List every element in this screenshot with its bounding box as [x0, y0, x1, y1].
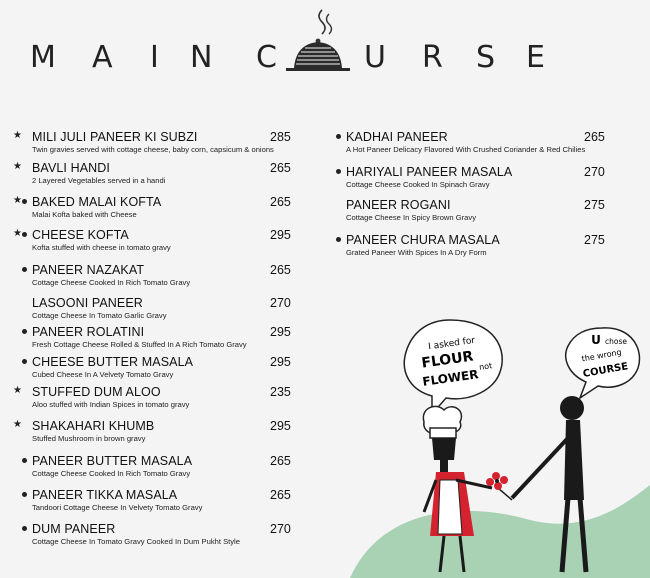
bubble-text: COURSE: [582, 361, 630, 380]
speech-bubble-right: [566, 328, 640, 398]
item-name: CHEESE BUTTER MASALA: [32, 355, 194, 369]
item-price: 265: [270, 195, 291, 209]
item-desc: Kofta stuffed with cheese in tomato gravy: [32, 243, 171, 252]
item-price: 265: [270, 454, 291, 468]
menu-item: [13, 195, 291, 220]
menu-item: [346, 233, 605, 258]
item-desc: Malai Kofta baked with Cheese: [32, 210, 137, 219]
title-letter: A: [92, 40, 113, 75]
bullet-icon: [336, 134, 341, 139]
item-name: CHEESE KOFTA: [32, 228, 129, 242]
menu-item: [32, 263, 291, 288]
item-name: PANEER BUTTER MASALA: [32, 454, 193, 468]
menu-item: [13, 228, 291, 253]
item-name: PANEER CHURA MASALA: [346, 233, 500, 247]
item-price: 270: [270, 522, 291, 536]
bubble-text: not: [478, 361, 493, 372]
item-price: 270: [584, 165, 605, 179]
bullet-icon: [22, 458, 27, 463]
item-desc: Cottage Cheese In Spicy Brown Gravy: [346, 213, 476, 222]
bullet-icon: [336, 237, 341, 242]
bullet-icon: [22, 199, 27, 204]
bubble-text: FLOWER: [421, 367, 480, 389]
menu-item: [13, 130, 291, 155]
star-icon: ★: [13, 228, 22, 239]
item-name: HARIYALI PANEER MASALA: [346, 165, 513, 179]
menu-item: [13, 419, 291, 444]
bubble-text: chose: [605, 337, 627, 346]
menu-item: [13, 385, 291, 410]
bubble-text: I asked for: [427, 335, 476, 353]
title-letter: M: [30, 40, 56, 75]
item-name: MILI JULI PANEER KI SUBZI: [32, 130, 198, 144]
item-desc: Grated Paneer With Spices In A Dry Form: [346, 248, 487, 257]
title-letter: N: [190, 40, 213, 75]
item-desc: Cubed Cheese In A Velvety Tomato Gravy: [32, 370, 174, 379]
item-name: PANEER ROGANI: [346, 198, 451, 212]
item-desc: Cottage Cheese Cooked In Rich Tomato Gravy: [32, 469, 191, 478]
bullet-icon: [336, 169, 341, 174]
menu-item: [32, 296, 291, 321]
item-desc: Cottage Cheese Cooked In Rich Tomato Gravy: [32, 278, 191, 287]
item-name: BAVLI HANDI: [32, 161, 110, 175]
bullet-icon: [22, 526, 27, 531]
item-price: 265: [270, 161, 291, 175]
menu-item: [32, 355, 291, 380]
couple-illustration: [340, 310, 650, 578]
menu-item: [13, 161, 291, 186]
item-name: LASOONI PANEER: [32, 296, 143, 310]
star-icon: ★: [13, 195, 22, 206]
item-price: 235: [270, 385, 291, 399]
item-name: PANEER NAZAKAT: [32, 263, 145, 277]
item-name: PANEER ROLATINI: [32, 325, 145, 339]
item-price: 270: [270, 296, 291, 310]
menu-item: [32, 488, 291, 513]
item-price: 295: [270, 355, 291, 369]
item-price: 265: [270, 263, 291, 277]
item-name: STUFFED DUM ALOO: [32, 385, 161, 399]
title-letter: S: [476, 40, 496, 75]
menu-item: [32, 522, 291, 547]
item-price: 265: [270, 488, 291, 502]
menu-item: [32, 454, 291, 479]
title-letter: E: [526, 40, 545, 75]
item-name: KADHAI PANEER: [346, 130, 448, 144]
item-desc: Twin gravies served with cottage cheese, baby corn, capsicum & onions: [32, 145, 274, 154]
item-desc: Tandoori Cottage Cheese In Velvety Tomato Gravy: [32, 503, 203, 512]
star-icon: ★: [13, 161, 22, 172]
item-price: 285: [270, 130, 291, 144]
item-desc: Cottage Cheese In Tomato Gravy Cooked In Dum Pukht Style: [32, 537, 240, 546]
item-name: PANEER TIKKA MASALA: [32, 488, 178, 502]
bullet-icon: [22, 267, 27, 272]
star-icon: ★: [13, 130, 22, 141]
item-desc: A Hot Paneer Delicacy Flavored With Crushed Coriander & Red Chilies: [346, 145, 586, 154]
title-letter: C: [256, 40, 277, 75]
item-price: 275: [584, 233, 605, 247]
cloche-icon: [282, 8, 354, 78]
item-desc: Aloo stuffed with Indian Spices in tomato gravy: [32, 400, 190, 409]
item-desc: Cottage Cheese Cooked In Spinach Gravy: [346, 180, 490, 189]
item-name: BAKED MALAI KOFTA: [32, 195, 162, 209]
menu-item: [346, 130, 605, 155]
bullet-icon: [22, 232, 27, 237]
item-name: SHAKAHARI KHUMB: [32, 419, 155, 433]
title-letter: U: [364, 40, 386, 75]
item-desc: Stuffed Mushroom in brown gravy: [32, 434, 146, 443]
ground-shape: [350, 485, 650, 578]
item-desc: 2 Layered Vegetables served in a handi: [32, 176, 166, 185]
title-letter: R: [422, 40, 443, 75]
item-name: DUM PANEER: [32, 522, 116, 536]
title-letter: I: [150, 40, 159, 75]
menu-item: [346, 165, 605, 190]
bullet-icon: [22, 329, 27, 334]
item-price: 295: [270, 228, 291, 242]
star-icon: ★: [13, 419, 22, 430]
bullet-icon: [22, 492, 27, 497]
menu-item: [32, 325, 291, 350]
bubble-text: U: [591, 333, 601, 347]
item-desc: Cottage Cheese In Tomato Garlic Gravy: [32, 311, 167, 320]
item-price: 265: [584, 130, 605, 144]
bullet-icon: [22, 359, 27, 364]
item-price: 295: [270, 419, 291, 433]
bubble-text: the wrong: [580, 347, 623, 364]
item-desc: Fresh Cottage Cheese Rolled & Stuffed In A Rich Tomato Gravy: [32, 340, 247, 349]
menu-item: [346, 198, 605, 223]
item-price: 275: [584, 198, 605, 212]
star-icon: ★: [13, 385, 22, 396]
item-price: 295: [270, 325, 291, 339]
bubble-text: FLOUR: [420, 348, 475, 372]
